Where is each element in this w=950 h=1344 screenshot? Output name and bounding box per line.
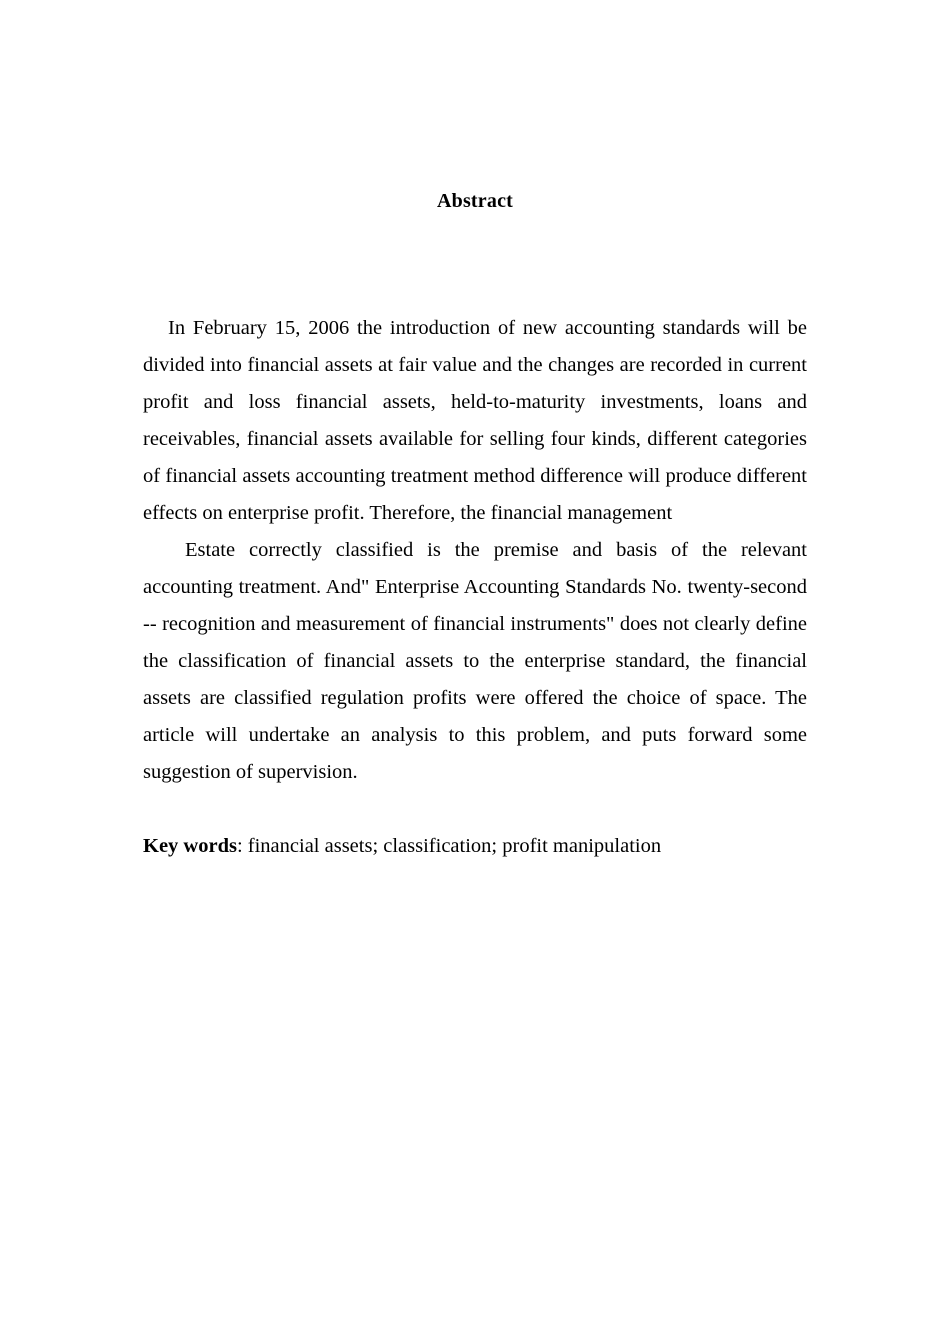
abstract-body: [143, 310, 807, 791]
keywords-separator: :: [236, 835, 248, 857]
abstract-paragraph-2: Estate correctly classified is the premise and basis of the relevant accounting treatment. And" Enterprise Accounting Standards No. twenty-second -- recognition and measurement of financial instruments" does not clearly define the classification of financial assets to the enterprise standard, the financial assets are classified regulation profits were offered the choice of space. The article will undertake an analysis to this problem, and puts forward some suggestion of supervision.: [143, 539, 807, 783]
page-content: [143, 0, 807, 865]
page-title: Abstract: [436, 190, 514, 212]
abstract-paragraph-1: In February 15, 2006 the introduction of new accounting standards will be divided into financial assets at fair value and the changes are recorded in current profit and loss financial assets, held-to-maturity investments, loans and receivables, financial assets available for selling four kinds, different categories of financial assets accounting treatment method difference will produce different effects on enterprise profit. Therefore, the financial management: [143, 317, 807, 524]
keywords-label: Key words: [143, 835, 237, 857]
keywords-value: financial assets; classification; profit manipulation: [247, 835, 662, 857]
keywords-line: [143, 791, 807, 865]
